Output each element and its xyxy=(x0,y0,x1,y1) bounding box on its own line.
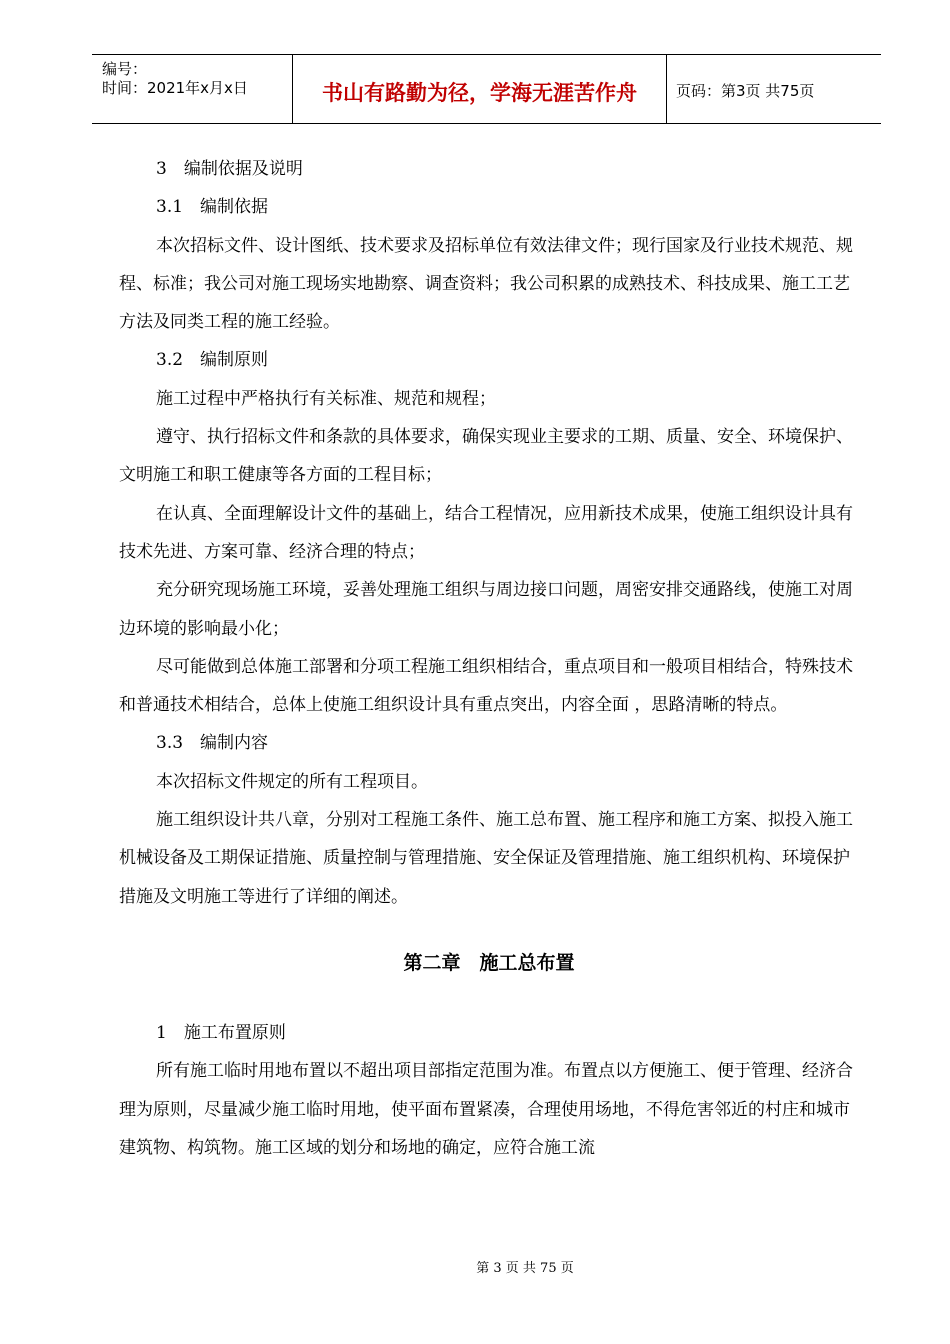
paragraph: 本次招标文件、设计图纸、技术要求及招标单位有效法律文件；现行国家及行业技术规范、规程、标准；我公司对施工现场实地勘察、调查资料；我公司积累的成熟技术、科技成果、施工工艺方法及同类工程的施工经验。 xyxy=(119,235,853,333)
paragraph: 尽可能做到总体施工部署和分项工程施工组织相结合，重点项目和一般项目相结合，特殊技术和普通技术相结合，总体上使施工组织设计具有重点突出，内容全面 ，思路清晰的特点。 xyxy=(119,656,853,716)
chapter-title: 第二章 施工总布置 xyxy=(403,951,575,974)
header-page-cell xyxy=(666,55,881,123)
paragraph: 本次招标文件规定的所有工程项目。 xyxy=(156,771,428,792)
document-number-label: 编号： xyxy=(102,60,148,78)
document-body xyxy=(119,150,859,1167)
paragraph: 施工过程中严格执行有关标准、规范和规程； xyxy=(156,388,496,409)
section-heading: 3 编制依据及说明 xyxy=(156,159,303,179)
paragraph: 所有施工临时用地布置以不超出项目部指定范围为准。布置点以方便施工、便于管理、经济合理为原则，尽量减少施工临时用地，使平面布置紧凑，合理使用场地，不得危害邻近的村庄和城市建筑物、构筑物。施工区域的划分和场地的确定，应符合施工流 xyxy=(119,1061,853,1158)
page-footer: 第 3 页 共 75 页 xyxy=(476,1261,574,1276)
document-date: 时间：2021年x月x日 xyxy=(102,79,248,97)
paragraph: 施工组织设计共八章，分别对工程施工条件、施工总布置、施工程序和施工方案、拟投入施工机械设备及工期保证措施、质量控制与管理措施、安全保证及管理措施、施工组织机构、环境保护措施及文明施工等进行了详细的阐述。 xyxy=(119,810,853,907)
header-motto: 书山有路勤为径，学海无涯苦作舟 xyxy=(322,81,637,105)
header-page-info: 页码：第3页 共75页 xyxy=(676,82,815,100)
header-motto-cell xyxy=(292,55,667,123)
subsection-heading: 3.3 编制内容 xyxy=(156,733,269,754)
section-heading: 1 施工布置原则 xyxy=(156,1022,286,1043)
paragraph: 在认真、全面理解设计文件的基础上，结合工程情况，应用新技术成果，使施工组织设计具有技术先进、方案可靠、经济合理的特点； xyxy=(119,503,853,562)
subsection-heading: 3.2 编制原则 xyxy=(156,350,269,371)
header-meta-cell xyxy=(92,55,292,123)
page-header xyxy=(92,54,881,124)
paragraph: 充分研究现场施工环境，妥善处理施工组织与周边接口问题，周密安排交通路线，使施工对周边环境的影响最小化； xyxy=(119,580,853,639)
subsection-heading: 3.1 编制依据 xyxy=(156,197,269,218)
paragraph: 遵守、执行招标文件和条款的具体要求，确保实现业主要求的工期、质量、安全、环境保护、文明施工和职工健康等各方面的工程目标； xyxy=(119,427,853,486)
